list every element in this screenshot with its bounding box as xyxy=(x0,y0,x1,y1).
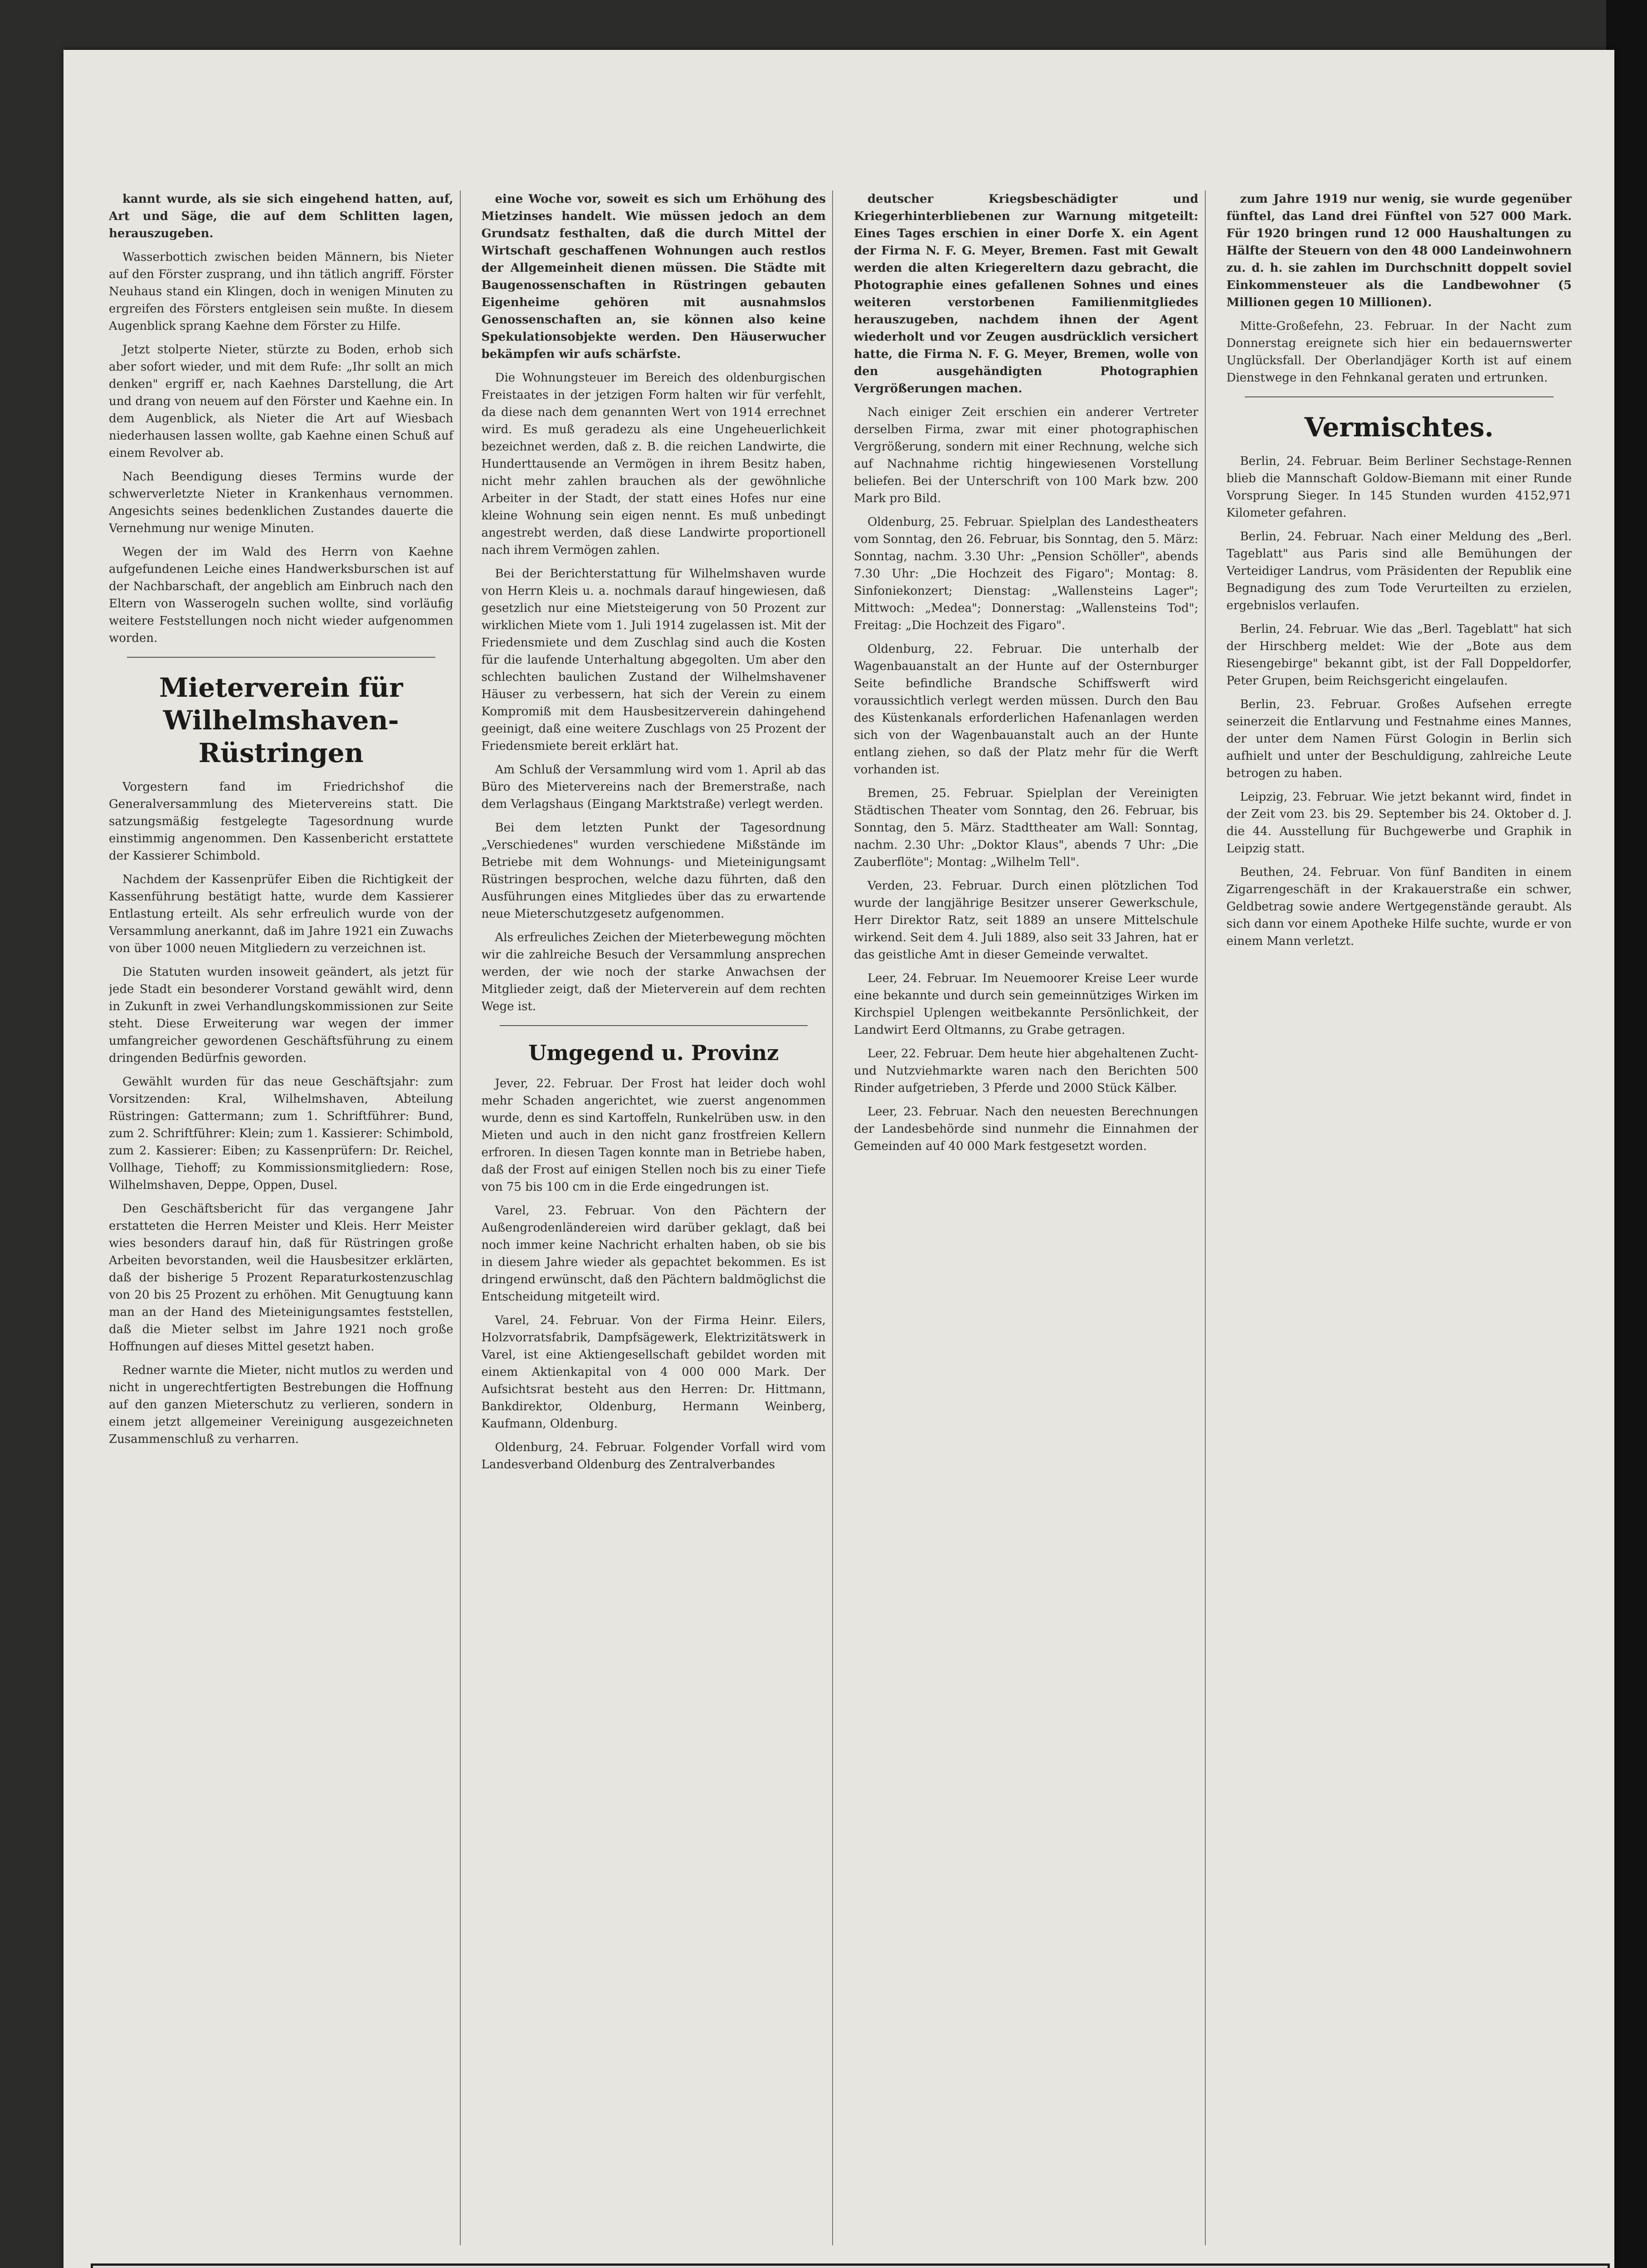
paragraph: eine Woche vor, soweit es sich um Erhöhung des Mietzinses handelt. Wie müssen jedoch an dem Grundsatz festhalten, daß die durch Mittel der Wirtschaft geschaffenen Wohnungen auch restlos der Allgemeinheit dienen müssen. Die Städte mit Baugenossenschaften in Rüstringen gebauten Eigenheime gehören mit ausnahmslos Genossenschaften an, sie können also keine Spekulationsobjekte werden. Den Häuserwucher bekämpfen wir aufs schärfste. xyxy=(481,192,826,361)
paragraph: Leer, 24. Februar. Im Neuemoorer Kreise Leer wurde eine bekannte und durch sein gemeinnütziges Wirken im Kirchspiel Uplengen weitbekannte Persönlichkeit, der Landwirt Eerd Oltmanns, zu Grabe getragen. xyxy=(854,972,1199,1037)
column-fade xyxy=(854,2191,1205,2245)
paragraph: Nach Beendigung dieses Termins wurde der schwerverletzte Nieter in Krankenhaus vernommen. Angesichts seines bedenklichen Zustandes dauerte die Vernehmung nur wenige Minuten. xyxy=(109,470,453,535)
paragraph: Den Geschäftsbericht für das vergangene Jahr erstatteten die Herren Meister und Kleis. Herr Meister wies besonders darauf hin, daß für Rüstringen große Arbeiten bevorstanden, weil die Hausbesitzer erklärten, daß der bisherige 5 Prozent Reparaturkostenzuschlag von 20 bis 25 Prozent zu erhöhen. Mit Genugtuung kann man an der Hand des Mieteinigungsamtes feststellen, daß die Mieter selbst im Jahre 1921 noch große Hoffnungen auf dieses Mittel gesetzt haben. xyxy=(109,1202,453,1354)
paragraph: kannt wurde, als sie sich eingehend hatten, auf, Art und Säge, die auf dem Schlitten lagen, herauszugeben. xyxy=(109,192,453,240)
paragraph: Wasserbottich zwischen beiden Männern, bis Nieter auf den Förster zusprang, und ihn tätlich angriff. Förster Neuhaus stand ein Klingen, doch in wenigen Minuten zu ergreifen des Försters entgleisen sein mußte. In diesem Augenblick sprang Kaehne dem Förster zu Hilfe. xyxy=(109,250,453,333)
paragraph: Oldenburg, 25. Februar. Spielplan des Landestheaters vom Sonntag, den 26. Februar, bis Sonntag, den 5. März: Sonntag, nachm. 3.30 Uhr: „Pension Schöller", abends 7.30 Uhr: „Die Hochzeit des Figaro"; Montag: 8. Sinfoniekonzert; Dienstag: „Wallensteins Lager"; Mittwoch: „Medea"; Donnerstag: „Wallensteins Tod"; Freitag: „Die Hochzeit des Figaro". xyxy=(854,515,1199,632)
paragraph: Die Statuten wurden insoweit geändert, als jetzt für jede Stadt ein besonderer Vorstand gewählt wird, denn in Zukunft in zwei Verhandlungskommissionen zur Seite steht. Diese Erweiterung war wegen der immer umfangreicher gewordenen Geschäftsführung zu einem dringenden Bedürfnis geworden. xyxy=(109,965,453,1065)
paragraph: Vorgestern fand im Friedrichshof die Generalversammlung des Mietervereins statt. Die satzungsmäßig festgelegte Tagesordnung wurde einstimmig angenommen. Den Kassenbericht erstattete der Kassierer Schimbold. xyxy=(109,780,453,863)
section-heading: Vermischtes. xyxy=(1304,412,1494,443)
column-3 xyxy=(854,191,1206,2245)
paragraph: Varel, 24. Februar. Von der Firma Heinr. Eilers, Holzvorratsfabrik, Dampfsägewerk, Elektrizitätswerk in Varel, ist eine Aktiengesellschaft gebildet worden mit einem Aktienkapital von 4 000 000 Mark. Der Aufsichtsrat besteht aus den Herren: Dr. Hittmann, Bankdirektor, Oldenburg, Hermann Weinberg, Kaufmann, Oldenburg. xyxy=(481,1314,826,1431)
paragraph: Nach einiger Zeit erschien ein anderer Vertreter derselben Firma, zwar mit einer photographischen Vergrößerung, sondern mit einer Rechnung, welche sich auf Nachnahme richtig hingewiesenen Vorstellung beliefen. Bei der Unterschrift von 100 Mark bzw. 200 Mark pro Bild. xyxy=(854,406,1199,505)
column-fade xyxy=(482,2191,833,2245)
paragraph: Varel, 23. Februar. Von den Pächtern der Außengrodenländereien wird darüber geklagt, daß bei noch immer keine Nachricht erhalten haben, ob sie bis in diesem Jahre wieder als gepachtet bekommen. Es ist dringend erwünscht, daß den Pächtern baldmöglichst die Entscheidung mitgeteilt wird. xyxy=(481,1204,826,1304)
column-2 xyxy=(482,191,833,2245)
paragraph: Jever, 22. Februar. Der Frost hat leider doch wohl mehr Schaden angerichtet, wie zuerst angenommen wurde, denn es sind Kartoffeln, Runkelrüben usw. in den Mieten und auch in den nicht ganz frostfreien Kellern erfroren. In diesen Tagen konnte man in Betriebe haben, daß der Frost auf einigen Stellen noch bis zu einer Tiefe von 75 bis 100 cm in die Erde eingedrungen ist. xyxy=(481,1077,826,1194)
paragraph: Bremen, 25. Februar. Spielplan der Vereinigten Städtischen Theater vom Sonntag, den 26. Februar, bis Sonntag, den 5. März. Stadttheater am Wall: Sonntag, nachm. 2.30 Uhr: „Doktor Klaus", abends 7 Uhr: „Die Zauberflöte"; Montag: „Wilhelm Tell". xyxy=(854,787,1199,869)
divider xyxy=(500,1025,808,1026)
paragraph: Mitte-Großefehn, 23. Februar. In der Nacht zum Donnerstag ereignete sich hier ein bedauernswerter Unglücksfall. Der Oberlandjäger Korth ist auf einem Dienstwege in den Fehnkanal geraten und ertrunken. xyxy=(1226,319,1572,385)
paragraph: Oldenburg, 24. Februar. Folgender Vorfall wird vom Landesverband Oldenburg des Zentralverbandes xyxy=(481,1441,826,1471)
paragraph: Die Wohnungsteuer im Bereich des oldenburgischen Freistaates in der jetzigen Form halten wir für verfehlt, da diese nach dem genannten Wert von 1914 errechnet wird. Es muß geradezu als eine Ungeheuerlichkeit bezeichnet werden, daß z. B. die reichen Landwirte, die Hunderttausende an Vermögen in ihrem Besitz haben, nicht mehr zahlen brauchen als der gewöhnliche Arbeiter in der Stadt, der statt eines Hofes nur eine kleine Wohnung sein eigen nennt. Es muß unbedingt angestrebt werden, daß diese Landwirte proportionell nach ihrem Vermögen zahlen. xyxy=(481,371,826,557)
paragraph: Gewählt wurden für das neue Geschäftsjahr: zum Vorsitzenden: Kral, Wilhelmshaven, Abteilung Rüstringen: Gattermann; zum 1. Schriftführer: Bund, zum 2. Schriftführer: Klein; zum 1. Kassierer: Schimbold, zum 2. Kassierer: Eiben; zu Kassenprüfern: Dr. Reichel, Vollhage, Tiehoff; zu Kommissionsmitgliedern: Rose, Wilhelmshaven, Deppe, Oppen, Dusel. xyxy=(109,1075,453,1192)
section-heading: Mieterverein für Wilhelmshaven-Rüstringen xyxy=(159,672,403,768)
paragraph: zum Jahre 1919 nur wenig, sie wurde gegenüber fünftel, das Land drei Fünftel von 527 000 Mark. Für 1920 bringen rund 12 000 Haushaltungen zu Hälfte der Steuern von den 48 000 Landeinwohnern zu. d. h. sie zahlen im Durchschnitt doppelt soviel Einkommensteuer als die Landbewohner (5 Millionen gegen 10 Millionen). xyxy=(1226,192,1572,309)
paragraph: Jetzt stolperte Nieter, stürzte zu Boden, erhob sich aber sofort wieder, und mit dem Rufe: „Ihr sollt an mich denken" ergriff er, nach Kaehnes Darstellung, die Art und drang von neuem auf den Förster und Kaehne ein. In dem Augenblick, als Nieter die Art auf Wiesbach niederhausen lassen wollte, gab Kaehne einen Schuß auf einem Revolver ab. xyxy=(109,343,453,460)
paragraph: Am Schluß der Versammlung wird vom 1. April ab das Büro des Mietervereins nach der Bremerstraße, nach dem Verlagshaus (Eingang Marktstraße) verlegt werden. xyxy=(481,763,826,811)
paragraph: Berlin, 24. Februar. Wie das „Berl. Tageblatt" hat sich der Hirschberg meldet: Wie der „Bote aus dem Riesengebirge" bekannt gibt, ist der Fall Doppeldorfer, Peter Grupen, beim Reichsgericht eingelaufen. xyxy=(1226,622,1572,688)
paragraph: Leipzig, 23. Februar. Wie jetzt bekannt wird, findet in der Zeit vom 23. bis 29. September bis 24. Oktober d. J. die 44. Ausstellung für Buchgewerbe und Graphik in Leipzig statt. xyxy=(1226,790,1572,855)
divider xyxy=(127,657,435,658)
column-fade xyxy=(109,2191,460,2245)
paragraph: Bei der Berichterstattung für Wilhelmshaven wurde von Herrn Kleis u. a. nochmals darauf hingewiesen, daß gesetzlich nur eine Mietsteigerung von 50 Prozent zur wirklichen Miete vom 1. Juli 1914 zugelassen ist. Mit der Friedensmiete und dem Zuschlag sind auch die Kosten für die laufende Unterhaltung abgegolten. Um aber den schlechten baulichen Zustand der Wilhelmshavener Häuser zu verbessern, hat sich der Verein zu einem Kompromiß mit dem Hausbesitzerverein dahingehend geeinigt, daß eine weitere Zuschlags von 25 Prozent der Friedensmiete bereit erklärt hat. xyxy=(481,567,826,753)
column-4 xyxy=(1227,191,1579,2245)
paragraph: Oldenburg, 22. Februar. Die unterhalb der Wagenbauanstalt an der Hunte auf der Osternburger Seite befindliche Brandsche Schiffswerft wird voraussichtlich verlegt werden müssen. Durch den Bau des Küstenkanals erforderlichen Hafenanlagen werden sich von der Wagenbauanstalt auch an der Hunte entlang ziehen, so daß der Platz mehr für die Werft vorhanden ist. xyxy=(854,642,1199,777)
paragraph: Verden, 23. Februar. Durch einen plötzlichen Tod wurde der langjährige Besitzer unserer Gewerkschule, Herr Direktor Ratz, seit 1889 an unsere Mittelschule wirkend. Seit dem 4. Juli 1889, also seit 33 Jahren, hat er das geistliche Amt in dieser Gemeinde verwaltet. xyxy=(854,879,1199,962)
column-fade xyxy=(1227,2191,1579,2245)
paragraph: Als erfreuliches Zeichen der Mieterbewegung möchten wir die zahlreiche Besuch der Versammlung ansprechen werden, der wie noch der starke Anwachsen der Mitglieder zeigt, daß der Mieterverein auf dem rechten Wege ist. xyxy=(481,931,826,1013)
paragraph: Nachdem der Kassenprüfer Eiben die Richtigkeit der Kassenführung bestätigt hatte, wurde dem Kassierer Entlastung erteilt. Als sehr erfreulich wurde von der Versammlung anerkannt, daß im Jahre 1921 ein Zuwachs von über 1000 neuen Mitgliedern zu verzeichnen ist. xyxy=(109,873,453,955)
divider xyxy=(1245,396,1554,397)
paragraph: Leer, 22. Februar. Dem heute hier abgehaltenen Zucht- und Nutzviehmarkte waren nach den Berichten 500 Rinder aufgetrieben, 3 Pferde und 2000 Stück Kälber. xyxy=(854,1047,1199,1095)
column-1 xyxy=(109,191,461,2245)
paragraph: deutscher Kriegsbeschädigter und Kriegerhinterbliebenen zur Warnung mitgeteilt: Eines Tages erschien in einer Dorfe X. ein Agent der Firma N. F. G. Meyer, Bremen. Fast mit Gewalt werden die alten Kriegereltern dazu gebracht, die Photographie eines gefallenen Sohnes und eines weiteren verstorbenen Familienmitgliedes herauszugeben, nachdem ihnen der Agent wiederholt und vor Zeugen ausdrücklich versichert hatte, die Firma N. F. G. Meyer, Bremen, wolle von den ausgehändigten Photographien Vergrößerungen machen. xyxy=(854,192,1199,396)
advertisement xyxy=(91,2263,1610,2268)
paragraph: Leer, 23. Februar. Nach den neuesten Berechnungen der Landesbehörde sind nunmehr die Einnahmen der Gemeinden auf 40 000 Mark festgesetzt worden. xyxy=(854,1105,1199,1153)
article-columns xyxy=(109,191,1578,2245)
paragraph: Redner warnte die Mieter, nicht mutlos zu werden und nicht in ungerechtfertigten Bestrebungen die Hoffnung auf den ganzen Mieterschutz zu verlieren, sondern in einem jetzt allgemeiner Vereinigung ausgezeichneten Zusammenschluß zu verharren. xyxy=(109,1364,453,1446)
paragraph: Beuthen, 24. Februar. Von fünf Banditen in einem Zigarrengeschäft in der Krakauerstraße ein schwer, Geldbetrag sowie andere Wertgegenstände geraubt. Als sich dann vor einem Apotheke Hilfe suchte, wurde er von einem Mann verletzt. xyxy=(1226,865,1572,948)
paragraph: Bei dem letzten Punkt der Tagesordnung „Verschiedenes" wurden verschiedene Mißstände im Betriebe mit dem Wohnungs- und Mieteinigungsamt Rüstringen besprochen, welche dazu führten, daß den Ausführungen eines Mitgliedes über das zu erwartende neue Mieterschutzgesetz aufgenommen. xyxy=(481,821,826,921)
paragraph: Berlin, 24. Februar. Beim Berliner Sechstage-Rennen blieb die Mannschaft Goldow-Biemann mit einer Runde Vorsprung Sieger. In 145 Stunden wurden 4152,971 Kilometer gefahren. xyxy=(1226,455,1572,520)
paragraph: Berlin, 23. Februar. Großes Aufsehen erregte seinerzeit die Entlarvung und Festnahme eines Mannes, der unter dem Namen Fürst Gologin in Berlin sich aufhielt und unter der Beschuldigung, zahlreiche Leute betrogen zu haben. xyxy=(1226,698,1572,780)
section-heading: Umgegend u. Provinz xyxy=(528,1041,779,1065)
paragraph: Berlin, 24. Februar. Nach einer Meldung des „Berl. Tageblatt" aus Paris sind alle Bemühungen der Verteidiger Landrus, vom Präsidenten der Republik eine Begnadigung des zum Tode Verurteilten zu erzielen, ergebnislos verlaufen. xyxy=(1226,530,1572,612)
paragraph: Wegen der im Wald des Herrn von Kaehne aufgefundenen Leiche eines Handwerksburschen ist auf der Nachbarschaft, der angeblich am Einbruch nach den Eltern von Wasserogeln suchen wollte, sind vorläufig weitere Feststellungen noch nicht wieder aufgenommen worden. xyxy=(109,545,453,645)
